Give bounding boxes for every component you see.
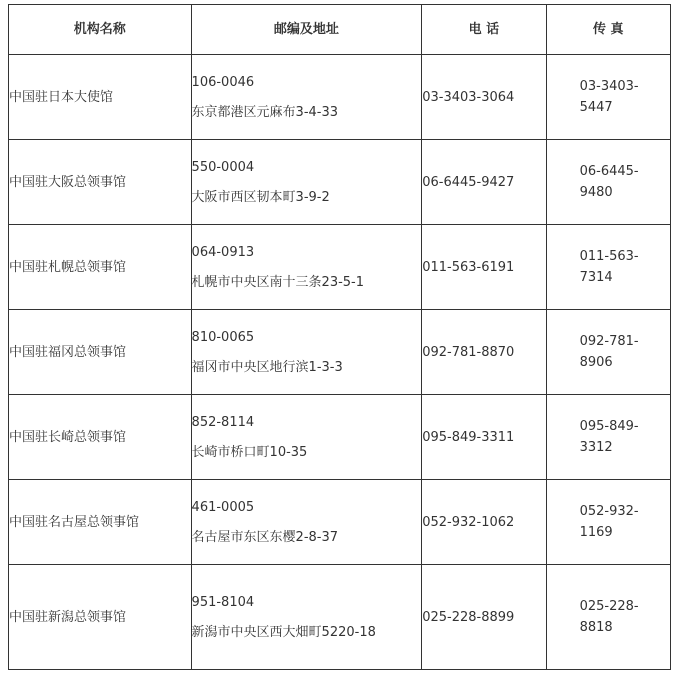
postal-address (191, 480, 422, 565)
org-name: 中国驻札幌总领事馆 (9, 225, 192, 310)
postal-code: 951-8104 (191, 594, 255, 610)
phone: 03-3403-3064 (422, 55, 546, 140)
org-name: 中国驻福冈总领事馆 (9, 310, 192, 395)
postal-code: 810-0065 (191, 329, 255, 345)
postal-code: 461-0005 (191, 499, 255, 515)
phone: 052-932-1062 (422, 480, 546, 565)
table-row (9, 225, 671, 310)
table-row (9, 480, 671, 565)
address: 大阪市西区韧本町3-9-2 (191, 189, 330, 205)
org-name: 中国驻大阪总领事馆 (9, 140, 192, 225)
address: 新潟市中央区西大畑町5220-18 (191, 624, 376, 640)
fax: 011-563-7314 (546, 225, 670, 310)
fax: 052-932-1169 (546, 480, 670, 565)
postal-address (191, 395, 422, 480)
org-name: 中国驻名古屋总领事馆 (9, 480, 192, 565)
address: 福冈市中央区地行滨1-3-3 (191, 359, 343, 375)
header-fax: 传 真 (546, 5, 670, 55)
postal-address (191, 565, 422, 670)
postal-address (191, 140, 422, 225)
address: 东京都港区元麻布3-4-33 (191, 104, 339, 120)
table-row (9, 395, 671, 480)
org-name: 中国驻长崎总领事馆 (9, 395, 192, 480)
phone: 011-563-6191 (422, 225, 546, 310)
fax: 03-3403-5447 (546, 55, 670, 140)
consulate-table (8, 4, 671, 670)
table-header-row (9, 5, 671, 55)
table-row (9, 565, 671, 670)
fax: 092-781-8906 (546, 310, 670, 395)
postal-code: 106-0046 (191, 74, 255, 90)
header-name: 机构名称 (9, 5, 192, 55)
table-row (9, 55, 671, 140)
header-address: 邮编及地址 (191, 5, 422, 55)
postal-address (191, 310, 422, 395)
postal-address (191, 55, 422, 140)
org-name: 中国驻新潟总领事馆 (9, 565, 192, 670)
postal-code: 852-8114 (191, 414, 255, 430)
fax: 025-228-8818 (546, 565, 670, 670)
address: 札幌市中央区南十三条23-5-1 (191, 274, 365, 290)
postal-code: 550-0004 (191, 159, 255, 175)
phone: 092-781-8870 (422, 310, 546, 395)
postal-code: 064-0913 (191, 244, 255, 260)
postal-address (191, 225, 422, 310)
fax: 095-849-3312 (546, 395, 670, 480)
table-row (9, 310, 671, 395)
address: 名古屋市东区东樱2-8-37 (191, 529, 339, 545)
table-row (9, 140, 671, 225)
phone: 06-6445-9427 (422, 140, 546, 225)
org-name: 中国驻日本大使馆 (9, 55, 192, 140)
phone: 095-849-3311 (422, 395, 546, 480)
phone: 025-228-8899 (422, 565, 546, 670)
address: 长崎市桥口町10-35 (191, 444, 308, 460)
fax: 06-6445-9480 (546, 140, 670, 225)
header-phone: 电 话 (422, 5, 546, 55)
